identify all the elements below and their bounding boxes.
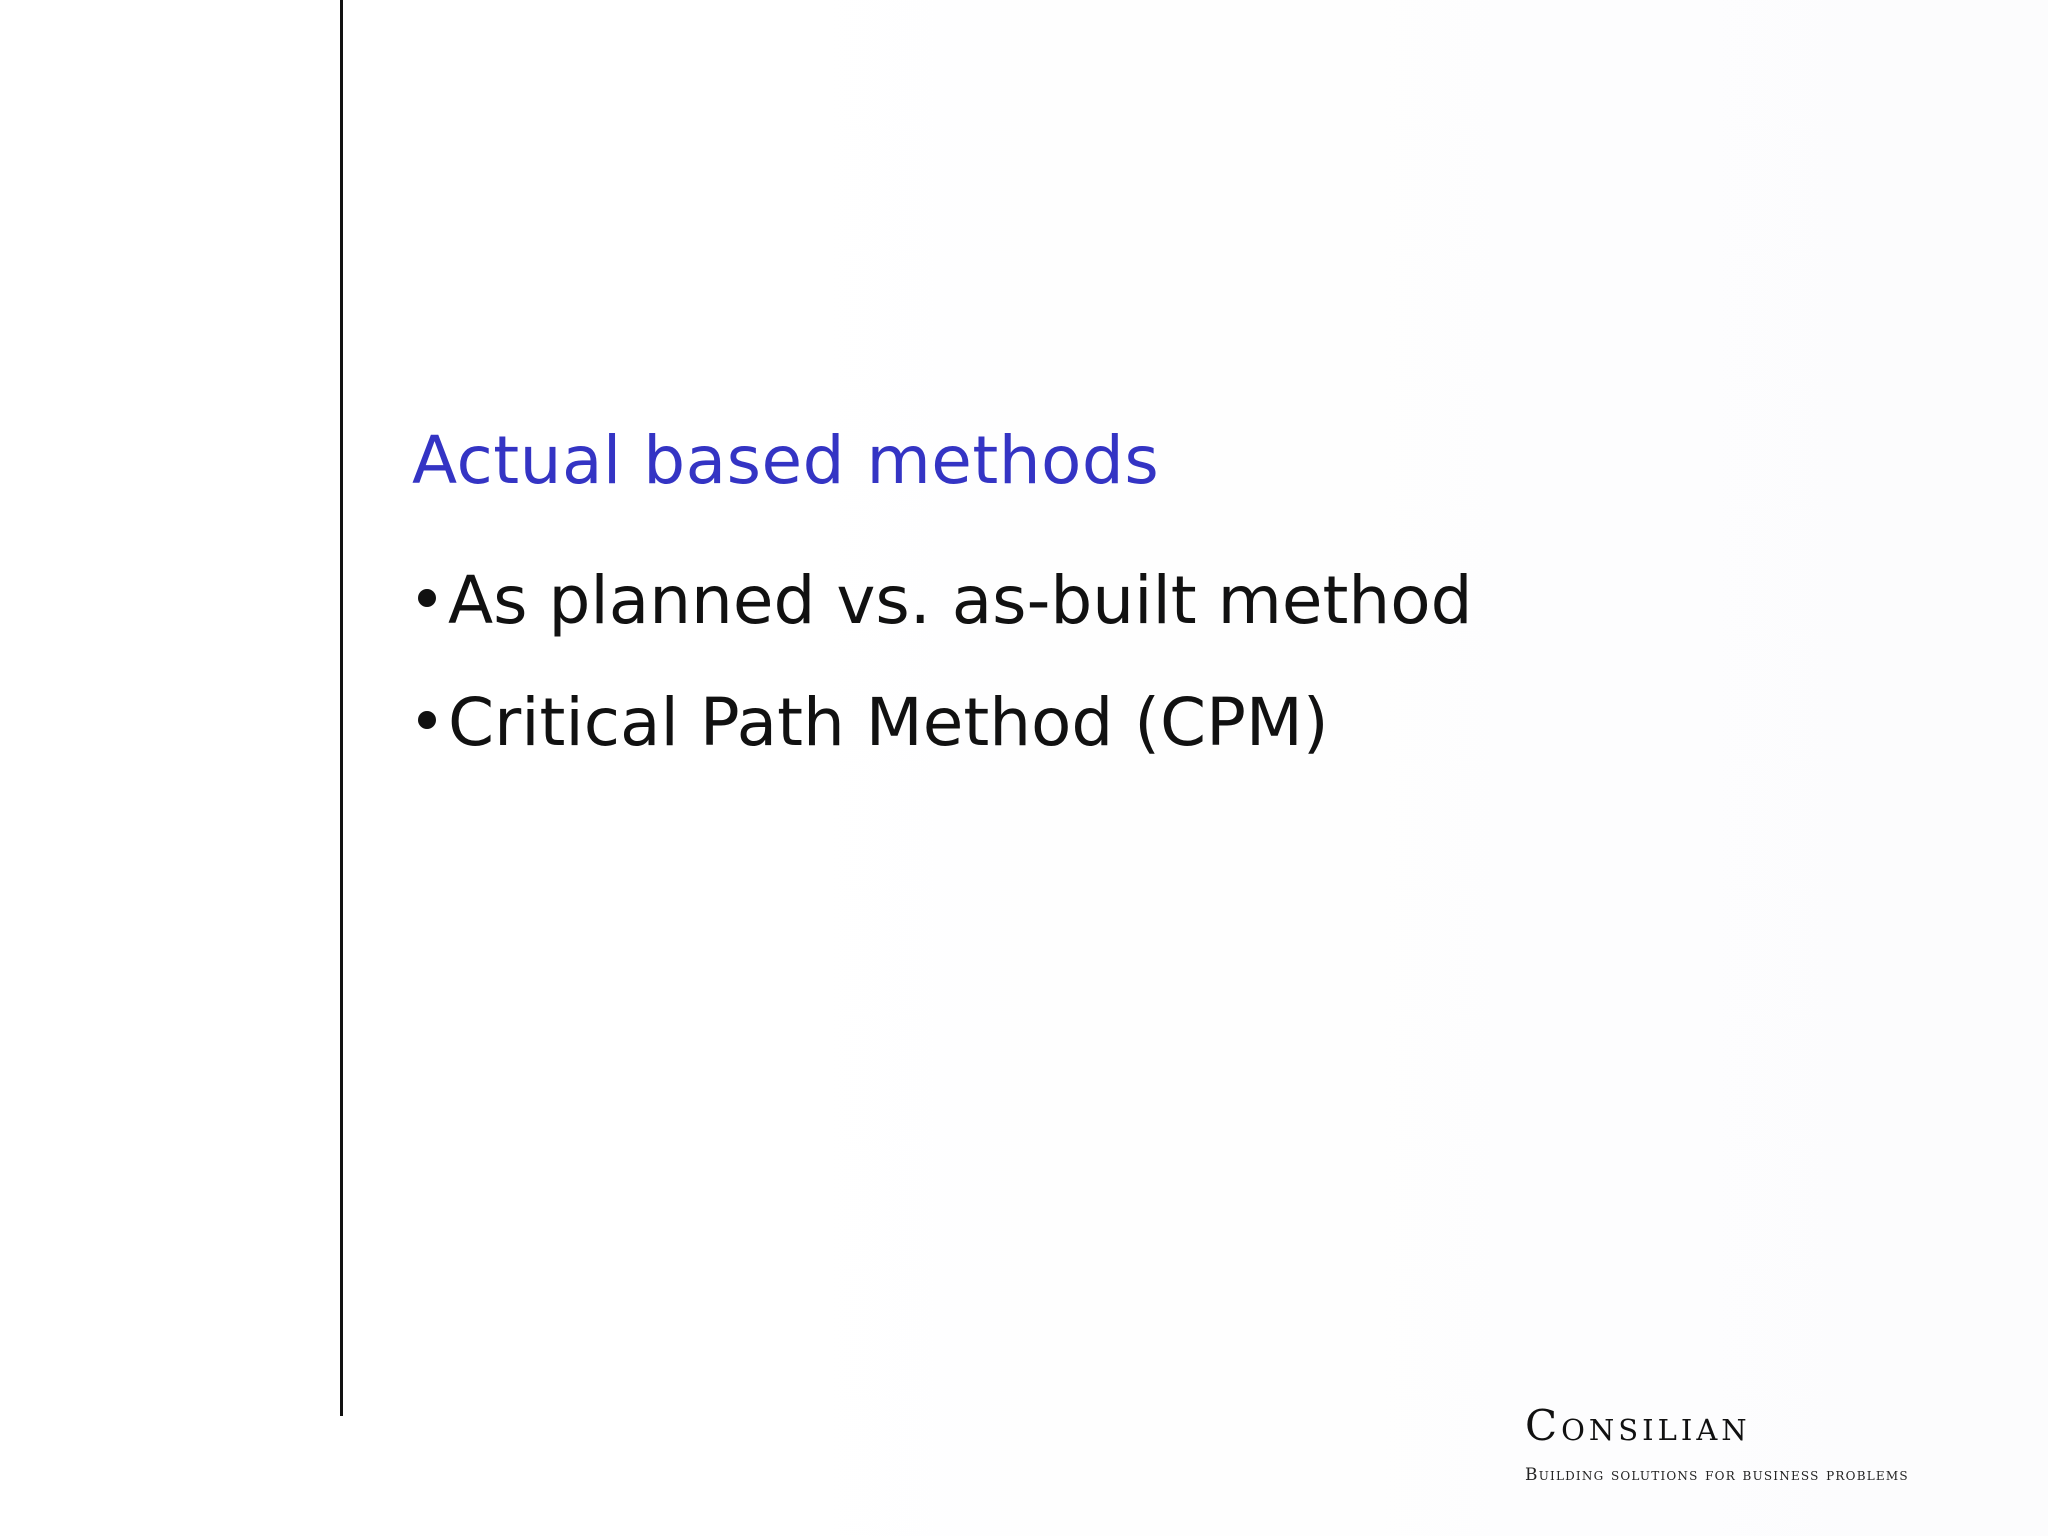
bullet-list: [418, 560, 1473, 804]
bullet-dot-icon: [418, 711, 436, 729]
bullet-dot-icon: [418, 589, 436, 607]
vertical-divider-line: [340, 0, 343, 1416]
bullet-text: Critical Path Method (CPM): [448, 684, 1329, 761]
company-logo: [1525, 1398, 1985, 1488]
slide-heading: Actual based methods: [412, 422, 1160, 499]
bullet-text: As planned vs. as-built method: [448, 562, 1473, 639]
logo-tagline: Building solutions for business problems: [1525, 1465, 1909, 1485]
bullet-item: [418, 560, 1473, 642]
bullet-item: [418, 682, 1473, 764]
logo-name: Consilian: [1525, 1401, 1751, 1450]
